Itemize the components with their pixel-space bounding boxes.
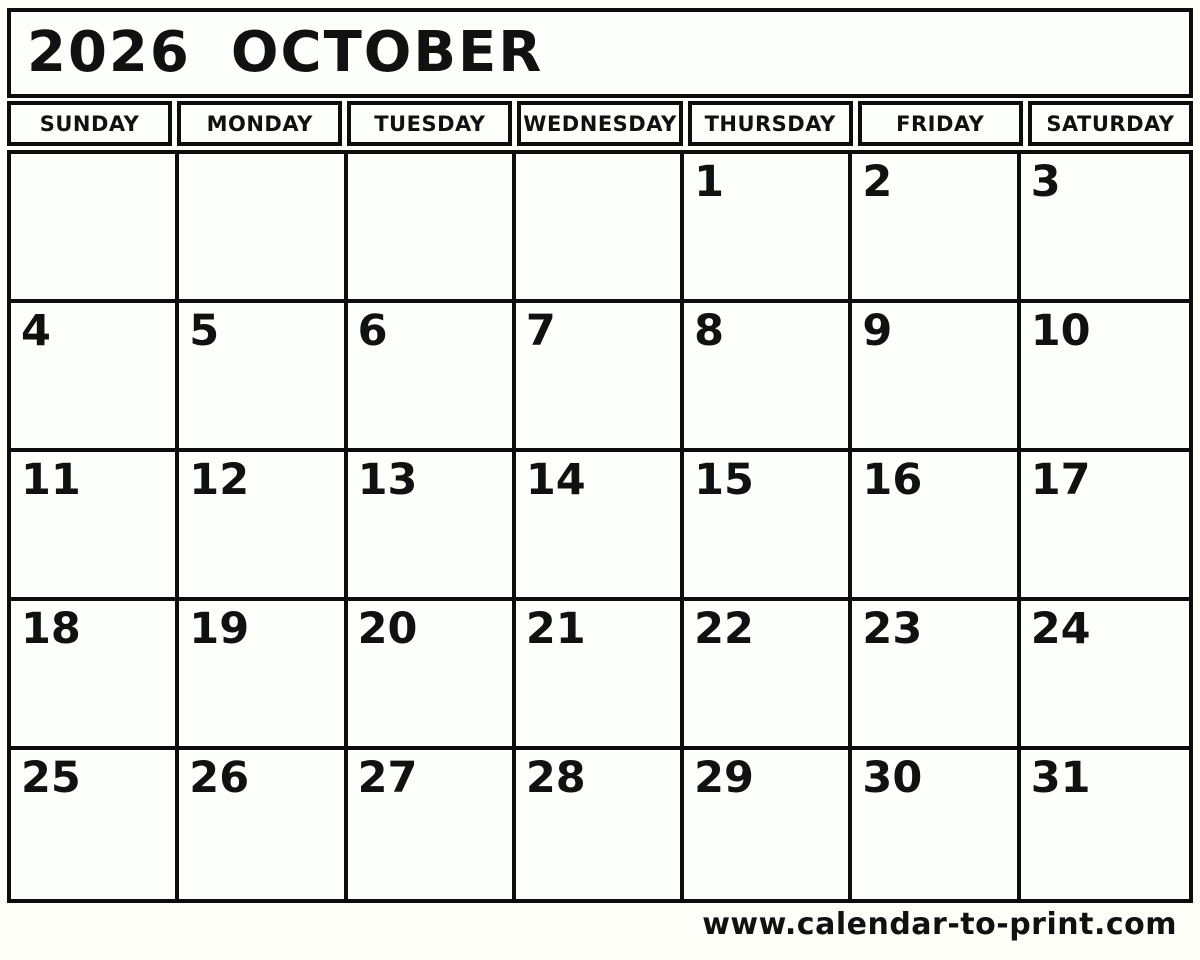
day-cell: 24 [1021, 601, 1189, 750]
day-cell: 26 [179, 750, 347, 899]
day-cell: 18 [11, 601, 179, 750]
weekday-header-monday: MONDAY [177, 101, 342, 146]
day-cell: 16 [852, 452, 1020, 601]
day-cell [348, 154, 516, 303]
day-cell: 29 [684, 750, 852, 899]
day-cell [11, 154, 179, 303]
day-cell: 10 [1021, 303, 1189, 452]
calendar-month: OCTOBER [230, 20, 544, 85]
day-cell: 5 [179, 303, 347, 452]
day-cell: 27 [348, 750, 516, 899]
day-cell: 15 [684, 452, 852, 601]
day-cell: 20 [348, 601, 516, 750]
day-cell: 6 [348, 303, 516, 452]
day-cell [179, 154, 347, 303]
weekday-header-thursday: THURSDAY [688, 101, 853, 146]
day-cell: 11 [11, 452, 179, 601]
weekday-header-saturday: SATURDAY [1028, 101, 1193, 146]
day-cell: 3 [1021, 154, 1189, 303]
day-cell: 13 [348, 452, 516, 601]
day-cell: 9 [852, 303, 1020, 452]
day-cell: 19 [179, 601, 347, 750]
footer [7, 907, 1193, 942]
day-cell: 17 [1021, 452, 1189, 601]
day-cell: 2 [852, 154, 1020, 303]
day-cell: 30 [852, 750, 1020, 899]
calendar-grid [7, 150, 1193, 903]
day-cell: 31 [1030, 753, 1091, 803]
day-cell: 22 [684, 601, 852, 750]
day-cell: 7 [516, 303, 684, 452]
weekday-header-sunday: SUNDAY [7, 101, 172, 146]
weekday-header-tuesday: TUESDAY [347, 101, 512, 146]
day-cell: 21 [516, 601, 684, 750]
weekday-header-wednesday: WEDNESDAY [517, 101, 682, 146]
calendar-year: 2026 [27, 20, 191, 85]
day-cell: 4 [11, 303, 179, 452]
calendar-title-box [7, 8, 1193, 98]
day-cell: 12 [179, 452, 347, 601]
day-cell [516, 154, 684, 303]
weekday-header-friday: FRIDAY [858, 101, 1023, 146]
day-cell: 8 [684, 303, 852, 452]
day-cell: 25 [11, 750, 179, 899]
day-cell: 1 [684, 154, 852, 303]
day-cell: 14 [516, 452, 684, 601]
website-link[interactable]: www.calendar-to-print.com [702, 907, 1177, 942]
day-cell: 28 [516, 750, 684, 899]
day-cell: 23 [852, 601, 1020, 750]
weekday-header-row [7, 101, 1193, 146]
